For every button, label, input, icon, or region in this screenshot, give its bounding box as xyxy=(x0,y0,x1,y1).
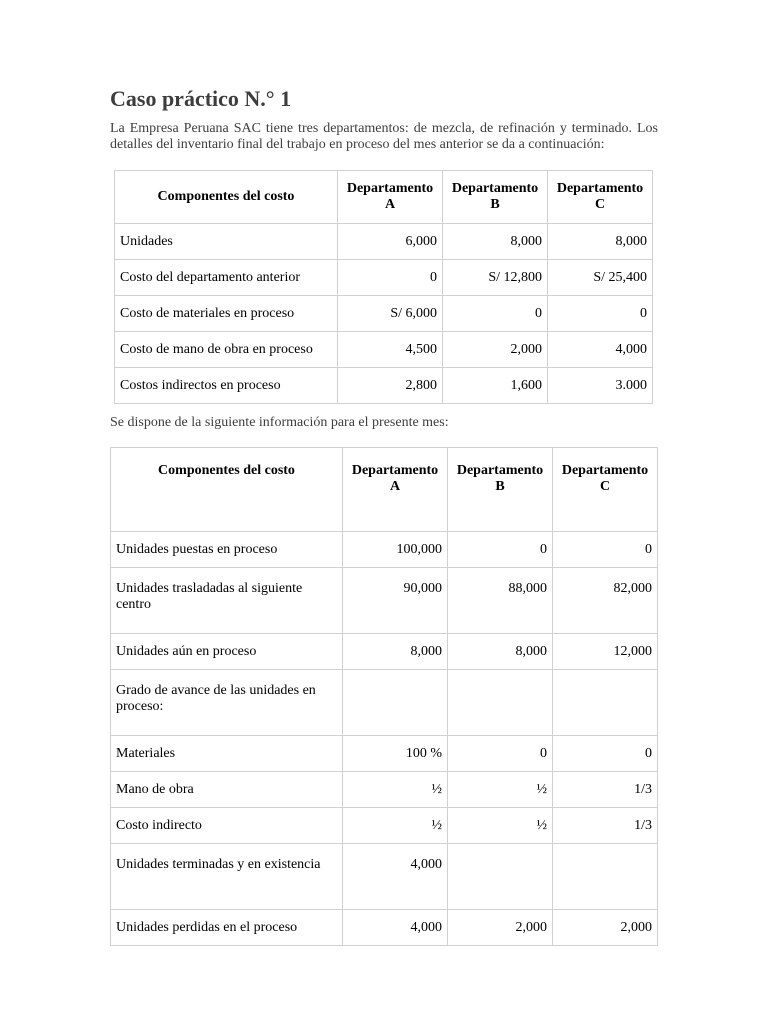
current-month-info-table xyxy=(110,447,658,946)
cell-department-c: 1/3 xyxy=(553,808,658,844)
row-label: Costo del departamento anterior xyxy=(115,260,338,296)
table-header-row xyxy=(115,171,653,224)
cell-department-a: 6,000 xyxy=(338,224,443,260)
cell-department-b: 0 xyxy=(443,296,548,332)
header-department-a xyxy=(343,448,448,532)
row-label: Unidades aún en proceso xyxy=(111,634,343,670)
cell-department-a: 8,000 xyxy=(343,634,448,670)
cell-department-a: 0 xyxy=(338,260,443,296)
row-label: Unidades terminadas y en existencia xyxy=(111,844,343,910)
row-label: Mano de obra xyxy=(111,772,343,808)
row-label: Costo de mano de obra en proceso xyxy=(115,332,338,368)
cell-department-b: 0 xyxy=(448,736,553,772)
cell-department-c: 3.000 xyxy=(548,368,653,404)
cell-department-a: 4,500 xyxy=(338,332,443,368)
cell-department-a: 100,000 xyxy=(343,532,448,568)
header-department-a-label: Departamento A xyxy=(351,463,439,494)
table-row xyxy=(111,910,658,946)
cell-department-b: ½ xyxy=(448,808,553,844)
row-label: Unidades trasladadas al siguiente centro xyxy=(111,568,343,634)
table-row xyxy=(111,670,658,736)
cell-department-b: 2,000 xyxy=(443,332,548,368)
cell-department-c: 12,000 xyxy=(553,634,658,670)
cell-department-a: 90,000 xyxy=(343,568,448,634)
header-department-c: Departamento C xyxy=(553,448,658,532)
cell-department-c: 0 xyxy=(553,736,658,772)
table-row xyxy=(111,568,658,634)
cell-department-b: 88,000 xyxy=(448,568,553,634)
cell-department-b: 1,600 xyxy=(443,368,548,404)
cell-department-b xyxy=(448,844,553,910)
table-row xyxy=(111,634,658,670)
table-row xyxy=(115,368,653,404)
cell-department-c xyxy=(553,670,658,736)
row-label: Materiales xyxy=(111,736,343,772)
cell-department-a: 4,000 xyxy=(343,844,448,910)
cell-department-a: S/ 6,000 xyxy=(338,296,443,332)
table-row xyxy=(115,296,653,332)
cell-department-c xyxy=(553,844,658,910)
cell-department-c: 0 xyxy=(548,296,653,332)
row-label: Costos indirectos en proceso xyxy=(115,368,338,404)
cell-department-b: 8,000 xyxy=(443,224,548,260)
cell-department-b: 2,000 xyxy=(448,910,553,946)
previous-month-inventory-table xyxy=(114,170,653,404)
row-label: Costo de materiales en proceso xyxy=(115,296,338,332)
current-month-paragraph: Se dispone de la siguiente información para el presente mes: xyxy=(110,415,449,430)
header-department-c: Departamento C xyxy=(548,171,653,224)
cell-department-c: 0 xyxy=(553,532,658,568)
table-row xyxy=(111,844,658,910)
table-row xyxy=(115,332,653,368)
cell-department-a xyxy=(343,670,448,736)
header-department-b: Departamento B xyxy=(443,171,548,224)
document-page xyxy=(110,84,658,946)
intro-paragraph: La Empresa Peruana SAC tiene tres departamentos: de mezcla, de refinación y terminado. Los detalles del inventario final del trabajo en proceso del mes anterior se da a continuación: xyxy=(110,121,658,152)
cell-department-b: ½ xyxy=(448,772,553,808)
cell-department-b: 8,000 xyxy=(448,634,553,670)
case-title: Caso práctico N.° 1 xyxy=(110,86,292,111)
cell-department-c: 82,000 xyxy=(553,568,658,634)
cell-department-b: 0 xyxy=(448,532,553,568)
cell-department-c: 1/3 xyxy=(553,772,658,808)
table-header-row xyxy=(111,448,658,532)
row-label: Unidades puestas en proceso xyxy=(111,532,343,568)
cell-department-b: S/ 12,800 xyxy=(443,260,548,296)
cell-department-c: 2,000 xyxy=(553,910,658,946)
row-label: Grado de avance de las unidades en proceso: xyxy=(111,670,343,736)
cell-department-c: S/ 25,400 xyxy=(548,260,653,296)
table-row xyxy=(115,260,653,296)
cell-department-a: 100 % xyxy=(343,736,448,772)
header-department-a: Departamento A xyxy=(338,171,443,224)
cell-department-a: ½ xyxy=(343,808,448,844)
header-cost-components: Componentes del costo xyxy=(111,448,343,532)
table-row xyxy=(111,736,658,772)
table-row xyxy=(111,772,658,808)
cell-department-a: 2,800 xyxy=(338,368,443,404)
header-cost-components: Componentes del costo xyxy=(115,171,338,224)
cell-department-c: 8,000 xyxy=(548,224,653,260)
row-label: Unidades xyxy=(115,224,338,260)
header-department-b: Departamento B xyxy=(448,448,553,532)
table-row xyxy=(115,224,653,260)
table-row xyxy=(111,532,658,568)
row-label: Unidades perdidas en el proceso xyxy=(111,910,343,946)
row-label: Costo indirecto xyxy=(111,808,343,844)
cell-department-b xyxy=(448,670,553,736)
cell-department-c: 4,000 xyxy=(548,332,653,368)
cell-department-a: 4,000 xyxy=(343,910,448,946)
cell-department-a: ½ xyxy=(343,772,448,808)
table-row xyxy=(111,808,658,844)
